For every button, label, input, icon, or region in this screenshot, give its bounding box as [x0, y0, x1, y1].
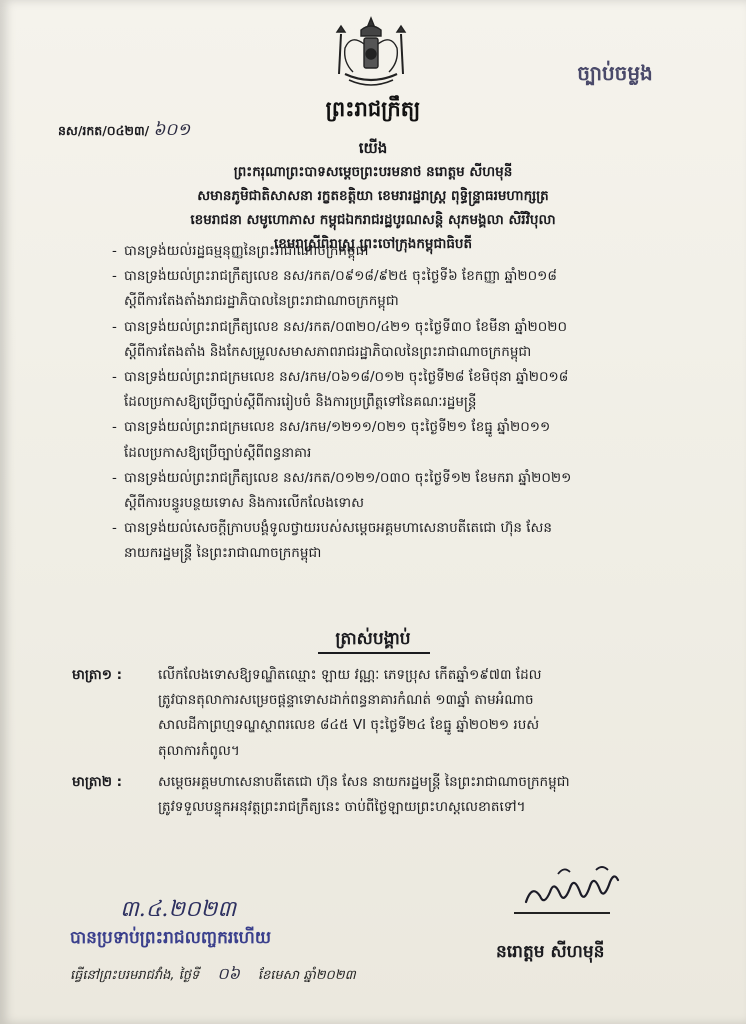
- recital-text: បានទ្រង់យល់ព្រះរាជក្រឹត្យលេខ នស/រកត/០៩១៨/៩២៥ ចុះថ្ងៃទី៦ ខែកញ្ញា ឆ្នាំ២០១៨: [124, 268, 557, 285]
- article-line: សម្តេចអគ្គមហាសេនាបតីតេជោ ហ៊ុន សែន នាយករដ្ឋមន្ត្រី នៃព្រះរាជាណាចក្រកម្ពុជា: [158, 774, 570, 790]
- recital-continuation: ស្តីពីការបន្ធូរបន្ថយទោស និងការលើកលែងទោស: [124, 495, 364, 512]
- article-line: ត្រូវទទួលបន្ទុកអនុវត្តព្រះរាជក្រឹត្យនេះ ចាប់ពីថ្ងៃឡាយព្រះហស្តលេខាតទៅ។: [158, 799, 526, 816]
- reference-number-printed: នស/រកត/០៤២៣/: [58, 123, 150, 138]
- place-prefix: ធ្វើនៅព្រះបរមរាជវាំង, ថ្ងៃទី: [70, 968, 200, 983]
- recital-text: បានទ្រង់យល់រដ្ឋធម្មនុញ្ញនៃព្រះរាជាណាចក្រកម្ពុជា: [124, 243, 369, 259]
- document-title: ព្រះរាជក្រឹត្យ: [325, 97, 421, 121]
- place-and-date: [70, 963, 356, 987]
- recital-item: [112, 239, 712, 264]
- recital-text: បានទ្រង់យល់ព្រះរាជក្រមលេខ នស/រកម/១២១១/០២១ ចុះថ្ងៃទី២១ ខែធ្នូ ឆ្នាំ២០១១: [124, 419, 551, 436]
- recital-continuation: ស្តីពីការតែងតាំងរាជរដ្ឋាភិបាលនៃព្រះរាជាណាចក្រកម្ពុជា: [124, 293, 399, 310]
- recital-continuation: ស្តីពីការតែងតាំង និងកែសម្រួលសមាសភាពរាជរដ្ឋាភិបាលនៃព្រះរាជាណាចក្រកម្ពុជា: [124, 343, 532, 360]
- recital-text: បានទ្រង់យល់ព្រះរាជក្រឹត្យលេខ នស/រកត/០១២១/០៣០ ចុះថ្ងៃទី១២ ខែមករា ឆ្នាំ២០២១: [124, 469, 572, 486]
- recitals-list: [112, 239, 712, 567]
- decree-underline: [318, 652, 430, 654]
- heading-line: ខេមរាស្រីពិរាស្ត្រ ព្រះចៅក្រុងកម្ពុជាធិបតី: [273, 236, 473, 252]
- article-line: តុលាការកំពូល។: [158, 742, 240, 759]
- article-body: [158, 770, 746, 820]
- reference-number-handwritten: ៦០១: [153, 120, 191, 140]
- article-2: [72, 770, 746, 830]
- place-day: ០៦: [217, 964, 240, 983]
- article-label: មាត្រា១ :: [72, 667, 123, 683]
- heading-we: យើង: [358, 139, 388, 157]
- article-line: ត្រូវបានតុលាការសម្រេចផ្តន្ទាទោសដាក់ពន្ធនាគារកំណត់ ១៣ឆ្នាំ តាមអំណាច: [158, 692, 534, 709]
- recital-text: បានទ្រង់យល់ព្រះរាជក្រមលេខ នស/រកម/០៦១៨/០១២ ចុះថ្ងៃទី២៨ ខែមិថុនា ឆ្នាំ២០១៨: [124, 369, 569, 386]
- royal-heading: [0, 136, 746, 256]
- recital-item: [112, 315, 712, 365]
- recital-text: បានទ្រង់យល់ព្រះរាជក្រឹត្យលេខ នស/រកត/០៣២០/៤២១ ចុះថ្ងៃទី៣០ ខែមីនា ឆ្នាំ២០២០: [124, 318, 568, 335]
- recital-text: បានទ្រង់យល់សេចក្តីក្រាបបង្គំទូលថ្វាយរបស់សម្តេចអគ្គមហាសេនាបតីតេជោ ហ៊ុន សែន: [124, 520, 552, 537]
- article-line: លើកលែងទោសឱ្យទណ្ឌិតឈ្មោះ ឡាយ វណ្ណៈ ភេទប្រុស កើតឆ្នាំ១៩៧៣ ដែល: [158, 667, 542, 683]
- heading-line: ខេមរាជនា សមូហោភាស កម្ពុជឯករាជរដ្ឋបូរណសន្តិ សុភមង្គលា សិរីវិបុលា: [190, 212, 556, 228]
- recital-item: [112, 365, 712, 415]
- recital-continuation: ដែលប្រកាសឱ្យប្រើច្បាប់ស្តីពីការរៀបចំ និងការប្រព្រឹត្តទៅនៃគណៈរដ្ឋមន្ត្រី: [124, 394, 477, 411]
- signature-line: [514, 912, 610, 914]
- heading-line: ព្រះករុណាព្រះបាទសម្តេចព្រះបរមនាថ នរោត្តម សីហមុនី: [233, 164, 513, 180]
- article-line: សាលដីកាព្រហ្មទណ្ឌស្ថាពរលេខ ៨៤៥ VI ចុះថ្ងៃទី២៤ ខែធ្នូ ឆ្នាំ២០២១ របស់: [158, 717, 540, 734]
- royal-signature-icon: [518, 862, 628, 917]
- copy-stamp: ច្បាប់ចម្លង: [577, 61, 653, 85]
- signer-name: នរោត្តម សីហមុនី: [496, 942, 605, 962]
- article-label: មាត្រា២ :: [72, 774, 123, 790]
- handwritten-date: ៣.៤.២០២៣: [120, 897, 237, 922]
- recital-item: [112, 466, 712, 516]
- recital-item: [112, 415, 712, 465]
- seal-affixed-note: បានប្រទាប់ព្រះរាជលញ្ចករហើយ: [70, 928, 272, 948]
- recital-item: [112, 264, 712, 314]
- decree-heading: ត្រាស់បង្គាប់: [335, 629, 411, 649]
- royal-coat-of-arms-icon: [331, 14, 411, 92]
- recital-continuation: នាយករដ្ឋមន្ត្រី នៃព្រះរាជាណាចក្រកម្ពុជា: [124, 545, 322, 562]
- heading-line: សមានភូមិជាតិសាសនា រក្ខតខត្តិយា ខេមរារដ្ឋរាស្ត្រ ពុទ្ធិន្ទ្រាធរមហាក្សត្រ: [197, 188, 549, 204]
- recital-item: [112, 516, 712, 566]
- article-body: [158, 663, 746, 764]
- place-suffix: ខែមេសា ឆ្នាំ២០២៣: [257, 968, 356, 983]
- article-1: [72, 663, 746, 773]
- recital-continuation: ដែលប្រកាសឱ្យប្រើច្បាប់ស្តីពីពន្ធនាគារ: [124, 444, 312, 461]
